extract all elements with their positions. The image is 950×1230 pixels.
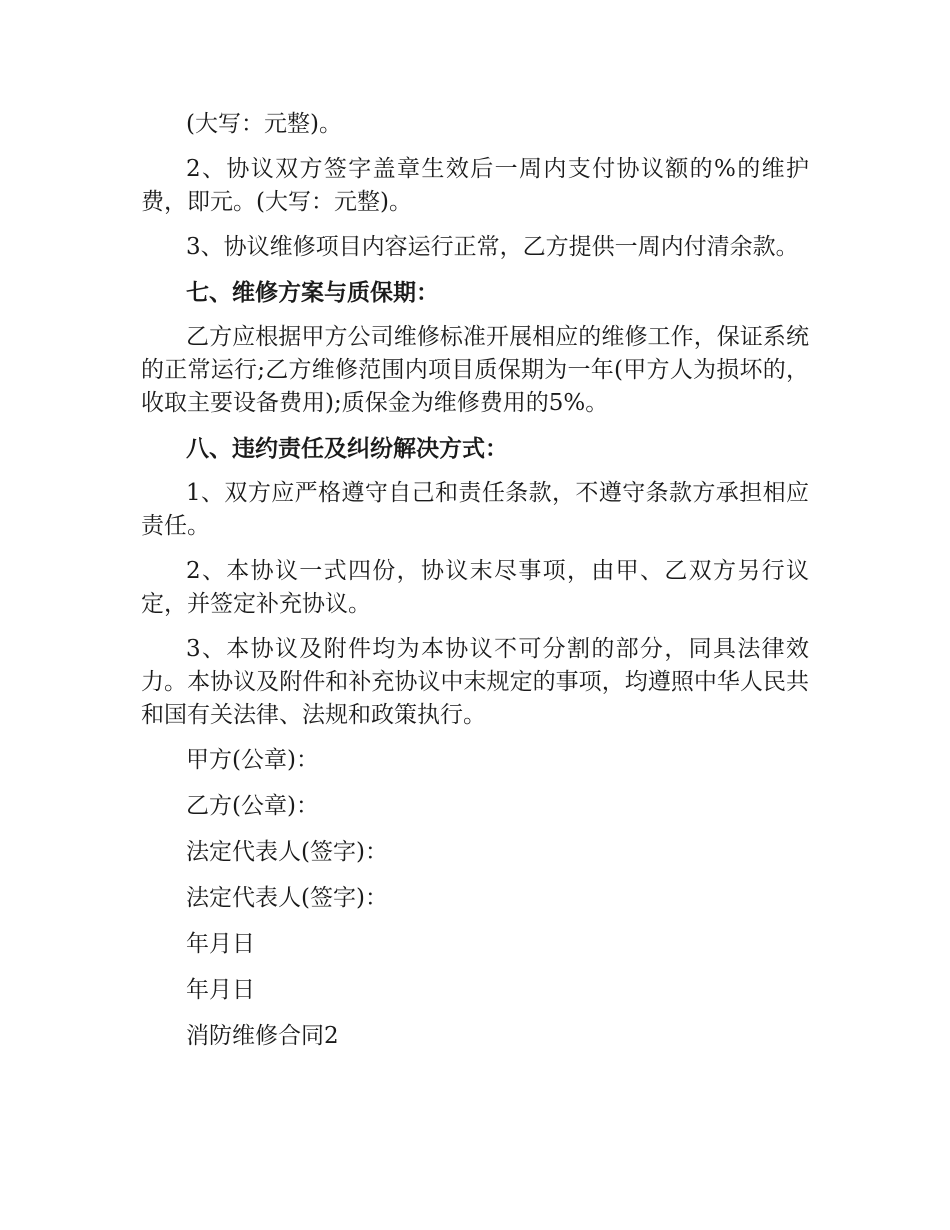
payment-clause-2: 2、协议双方签字盖章生效后一周内支付协议额的%的维护费，即元。(大写：元整)。: [141, 156, 809, 215]
legal-rep-a-signature-line: 法定代表人(签字)：: [186, 839, 388, 865]
next-contract-title: 消防维修合同2: [186, 1023, 339, 1049]
payment-clause-3: 3、协议维修项目内容运行正常，乙方提供一周内付清余款。: [186, 234, 799, 260]
liability-clause-1: 1、双方应严格遵守自己和责任条款，不遵守条款方承担相应责任。: [141, 480, 809, 539]
legal-rep-b-signature-line: 法定代表人(签字)：: [186, 885, 388, 911]
party-b-seal-line: 乙方(公章)：: [186, 793, 319, 819]
date-line-b: 年月日: [186, 977, 255, 1003]
warranty-paragraph: 乙方应根据甲方公司维修标准开展相应的维修工作，保证系统的正常运行;乙方维修范围内项目质保期为一年(甲方人为损坏的，收取主要设备费用);质保金为维修费用的5%。: [141, 324, 809, 416]
liability-clause-3: 3、本协议及附件均为本协议不可分割的部分，同具法律效力。本协议及附件和补充协议中末规定的事项，均遵照中华人民共和国有关法律、法规和政策执行。: [141, 636, 809, 728]
amount-in-words-line: (大写：元整)。: [186, 111, 342, 137]
section-heading-8: 八、违约责任及纠纷解决方式：: [186, 435, 508, 462]
date-line-a: 年月日: [186, 931, 255, 957]
section-heading-7: 七、维修方案与质保期：: [186, 279, 439, 306]
party-a-seal-line: 甲方(公章)：: [186, 747, 319, 773]
document-body: [141, 108, 809, 1066]
liability-clause-2: 2、本协议一式四份，协议末尽事项，由甲、乙双方另行议定，并签定补充协议。: [141, 558, 809, 617]
